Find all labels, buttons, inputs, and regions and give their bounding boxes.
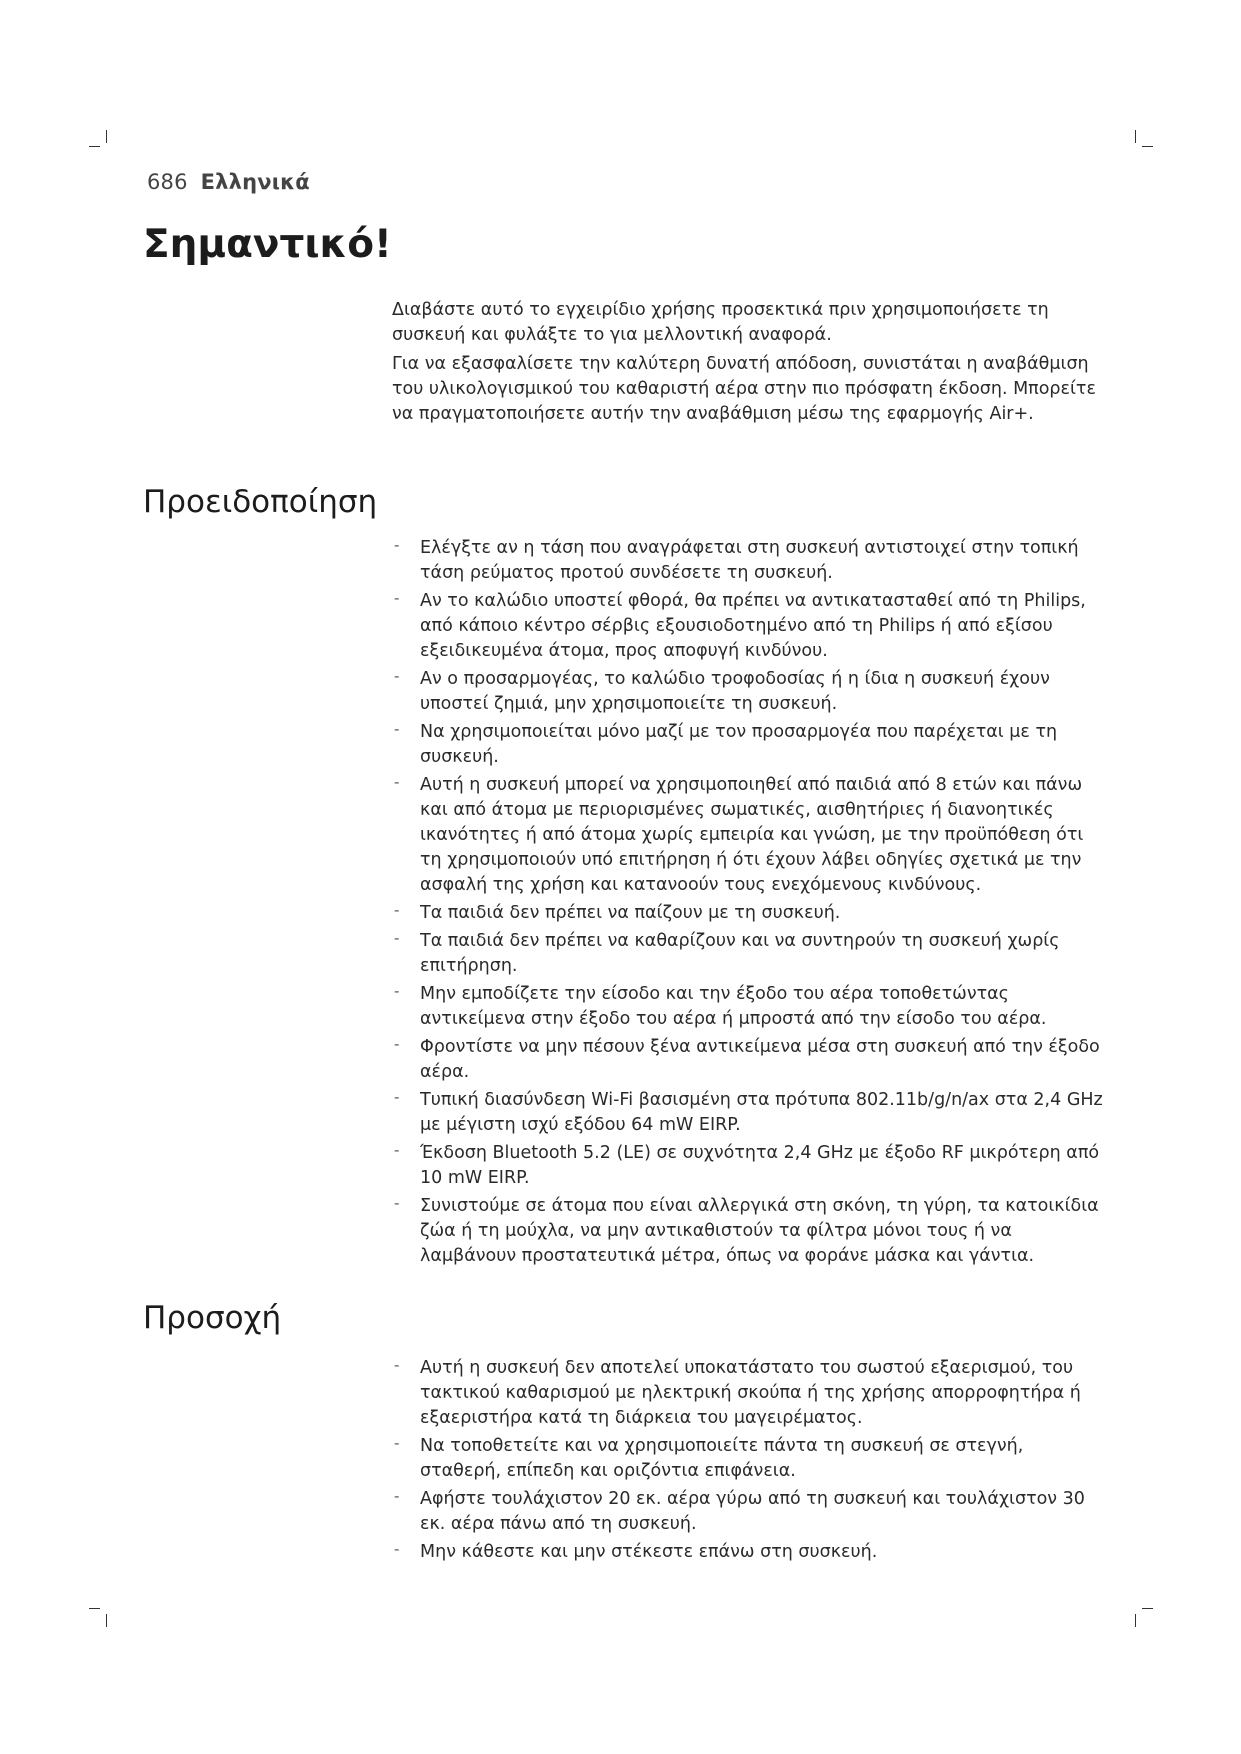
warning-item-text: Αυτή η συσκευή μπορεί να χρησιμοποιηθεί από παιδιά από 8 ετών και πάνω και από άτομα με περιορισμένες σωματικές, αισθητήριες ή διανοητικές ικανότητες ή από άτομα χωρίς εμπειρία και γνώση, με την προϋπόθεση ότι τη χρησιμοποιούν υπό επιτήρηση ή ότι έχουν λάβει οδηγίες σχετικά με την ασφαλή της χρήση και κατανοούν τους ενεχόμενους κινδύνους.	[420, 775, 1084, 895]
caution-item	[390, 1356, 1106, 1431]
dash-bullet: -	[394, 773, 400, 791]
dash-bullet: -	[394, 1540, 400, 1558]
important-body	[392, 298, 1104, 431]
crop-mark-top-left-h	[89, 146, 100, 147]
dash-bullet: -	[394, 1434, 400, 1452]
warning-item-text: Έκδοση Bluetooth 5.2 (LE) σε συχνότητα 2,4 GHz με έξοδο RF μικρότερη από 10 mW EIRP.	[420, 1143, 1100, 1188]
warning-item	[390, 773, 1106, 898]
page-number: 686	[147, 170, 188, 194]
warning-item-text: Αν το καλώδιο υποστεί φθορά, θα πρέπει να αντικατασταθεί από τη Philips, από κάποιο κέντρο σέρβις εξουσιοδοτημένο από τη Philips ή από εξίσου εξειδικευμένα άτομα, προς αποφυγή κινδύνου.	[420, 591, 1086, 661]
dash-bullet: -	[394, 1487, 400, 1505]
caution-item-text: Μην κάθεστε και μην στέκεστε επάνω στη συσκευή.	[420, 1542, 878, 1562]
crop-mark-bottom-left-h	[89, 1608, 100, 1609]
dash-bullet: -	[394, 901, 400, 919]
warning-item-text: Συνιστούμε σε άτομα που είναι αλλεργικά στη σκόνη, τη γύρη, τα κατοικίδια ζώα ή τη μούχλα, να μην αντικαθιστούν τα φίλτρα μόνοι τους ή να λαμβάνουν προστατευτικά μέτρα, όπως να φοράνε μάσκα και γάντια.	[420, 1196, 1099, 1266]
dash-bullet: -	[394, 1356, 400, 1374]
warning-item-text: Τα παιδιά δεν πρέπει να παίζουν με τη συσκευή.	[420, 903, 841, 923]
warning-item	[390, 929, 1106, 979]
warning-item-text: Μην εμποδίζετε την είσοδο και την έξοδο του αέρα τοποθετώντας αντικείμενα στην έξοδο του αέρα ή μπροστά από την είσοδο του αέρα.	[420, 984, 1047, 1029]
warning-item	[390, 589, 1106, 664]
warning-item	[390, 1088, 1106, 1138]
dash-bullet: -	[394, 1035, 400, 1053]
dash-bullet: -	[394, 720, 400, 738]
warning-item-text: Φροντίστε να μην πέσουν ξένα αντικείμενα μέσα στη συσκευή από την έξοδο αέρα.	[420, 1037, 1100, 1082]
caution-item-text: Αφήστε τουλάχιστον 20 εκ. αέρα γύρω από τη συσκευή και τουλάχιστον 30 εκ. αέρα πάνω από τη συσκευή.	[420, 1489, 1085, 1534]
heading-important: Σημαντικό!	[143, 222, 392, 267]
caution-item-text: Αυτή η συσκευή δεν αποτελεί υποκατάστατο του σωστού εξαερισμού, του τακτικού καθαρισμού με ηλεκτρική σκούπα ή της χρήσης απορροφητήρα ή εξαεριστήρα κατά τη διάρκεια του μαγειρέματος.	[420, 1358, 1081, 1428]
warning-item-text: Να χρησιμοποιείται μόνο μαζί με τον προσαρμογέα που παρέχεται με τη συσκευή.	[420, 722, 1058, 767]
important-paragraph: Διαβάστε αυτό το εγχειρίδιο χρήσης προσεκτικά πριν χρησιμοποιήσετε τη συσκευή και φυλάξτε το για μελλοντική αναφορά.	[392, 300, 1049, 345]
warning-item	[390, 1141, 1106, 1191]
warning-item	[390, 982, 1106, 1032]
warning-item-text: Τα παιδιά δεν πρέπει να καθαρίζουν και να συντηρούν τη συσκευή χωρίς επιτήρηση.	[420, 931, 1060, 976]
heading-warning: Προειδοποίηση	[143, 484, 378, 520]
dash-bullet: -	[394, 1088, 400, 1106]
important-paragraph: Για να εξασφαλίσετε την καλύτερη δυνατή απόδοση, συνιστάται η αναβάθμιση του υλικολογισμικού του καθαριστή αέρα στην πιο πρόσφατη έκδοση. Μπορείτε να πραγματοποιήσετε αυτήν την αναβάθμιση μέσω της εφαρμογής Air+.	[392, 354, 1096, 424]
crop-mark-bottom-right-h	[1142, 1608, 1153, 1609]
page-header	[147, 170, 310, 194]
dash-bullet: -	[394, 667, 400, 685]
warning-item	[390, 901, 1106, 926]
warning-item-text: Αν ο προσαρμογέας, το καλώδιο τροφοδοσίας ή η ίδια η συσκευή έχουν υποστεί ζημιά, μην χρησιμοποιείτε τη συσκευή.	[420, 669, 1050, 714]
caution-item	[390, 1487, 1106, 1537]
caution-item-text: Να τοποθετείτε και να χρησιμοποιείτε πάντα τη συσκευή σε στεγνή, σταθερή, επίπεδη και οριζόντια επιφάνεια.	[420, 1436, 1024, 1481]
crop-mark-top-left-v	[106, 130, 107, 143]
crop-mark-bottom-right-v	[1135, 1614, 1136, 1627]
crop-mark-top-right-h	[1142, 146, 1153, 147]
caution-item	[390, 1434, 1106, 1484]
dash-bullet: -	[394, 589, 400, 607]
warning-item	[390, 1194, 1106, 1269]
warning-item-text: Ελέγξτε αν η τάση που αναγράφεται στη συσκευή αντιστοιχεί στην τοπική τάση ρεύματος προτού συνδέσετε τη συσκευή.	[420, 538, 1079, 583]
caution-list	[390, 1356, 1106, 1568]
warning-item	[390, 536, 1106, 586]
warning-item-text: Τυπική διασύνδεση Wi-Fi βασισμένη στα πρότυπα 802.11b/g/n/ax στα 2,4 GHz με μέγιστη ισχύ εξόδου 64 mW EIRP.	[420, 1090, 1103, 1135]
crop-mark-top-right-v	[1135, 130, 1136, 143]
warning-item	[390, 720, 1106, 770]
dash-bullet: -	[394, 536, 400, 554]
dash-bullet: -	[394, 1194, 400, 1212]
warning-item	[390, 1035, 1106, 1085]
page-language: Ελληνικά	[200, 170, 310, 194]
caution-item	[390, 1540, 1106, 1565]
warning-list	[390, 536, 1106, 1272]
crop-mark-bottom-left-v	[106, 1614, 107, 1627]
warning-item	[390, 667, 1106, 717]
heading-caution: Προσοχή	[143, 1300, 282, 1336]
dash-bullet: -	[394, 982, 400, 1000]
dash-bullet: -	[394, 929, 400, 947]
dash-bullet: -	[394, 1141, 400, 1159]
